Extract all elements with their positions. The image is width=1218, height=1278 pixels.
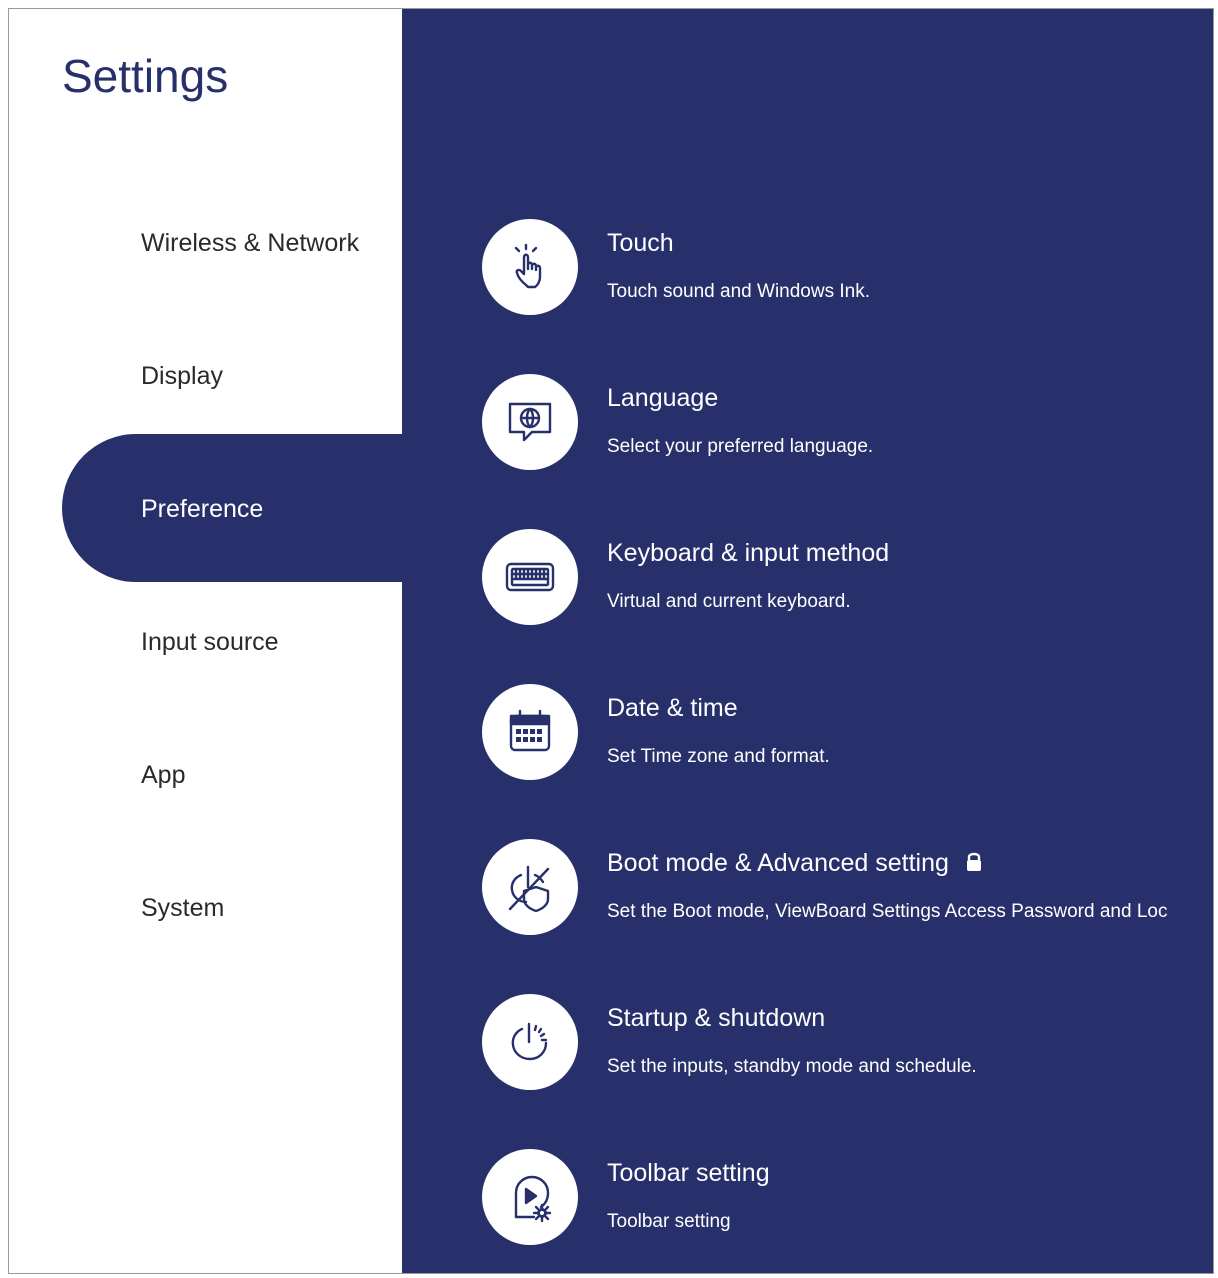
highlight-curve-bottom xyxy=(352,582,402,632)
calendar-icon xyxy=(482,684,578,780)
sidebar-item-preference[interactable]: Preference xyxy=(141,495,264,523)
boot-mode-icon xyxy=(482,839,578,935)
settings-item-touch[interactable] xyxy=(482,219,1214,319)
settings-item-subtitle: Set Time zone and format. xyxy=(607,746,830,767)
toolbar-icon xyxy=(482,1149,578,1245)
settings-item-subtitle: Set the inputs, standby mode and schedule. xyxy=(607,1056,977,1077)
sidebar-item-system[interactable]: System xyxy=(141,894,225,922)
settings-item-title: Language xyxy=(607,384,719,412)
settings-item-title xyxy=(607,849,983,879)
settings-item-subtitle: Select your preferred language. xyxy=(607,436,874,457)
sidebar-item-wireless-network[interactable]: Wireless & Network xyxy=(141,229,360,257)
settings-item-date-time[interactable] xyxy=(482,684,1214,784)
sidebar-item-app[interactable]: App xyxy=(141,761,186,789)
sidebar-item-display[interactable]: Display xyxy=(141,362,223,390)
settings-item-keyboard[interactable] xyxy=(482,529,1214,629)
language-icon xyxy=(482,374,578,470)
settings-item-title: Date & time xyxy=(607,694,738,722)
highlight-curve-top xyxy=(352,384,402,434)
settings-item-title: Startup & shutdown xyxy=(607,1004,826,1032)
settings-item-subtitle: Toolbar setting xyxy=(607,1211,731,1232)
power-icon xyxy=(482,994,578,1090)
settings-item-title: Toolbar setting xyxy=(607,1159,770,1187)
page-title: Settings xyxy=(62,50,229,102)
settings-content-panel xyxy=(402,9,1214,1274)
sidebar-item-input-source[interactable]: Input source xyxy=(141,628,279,656)
settings-item-title-text: Boot mode & Advanced setting xyxy=(607,849,949,877)
settings-item-title: Touch xyxy=(607,229,674,257)
touch-icon xyxy=(482,219,578,315)
settings-item-toolbar[interactable] xyxy=(482,1149,1214,1249)
settings-item-title: Keyboard & input method xyxy=(607,539,890,567)
settings-item-subtitle: Virtual and current keyboard. xyxy=(607,591,851,612)
settings-item-subtitle: Touch sound and Windows Ink. xyxy=(607,281,870,302)
settings-window xyxy=(8,8,1214,1274)
keyboard-icon xyxy=(482,529,578,625)
lock-icon xyxy=(965,850,983,879)
settings-item-boot-mode[interactable] xyxy=(482,839,1214,939)
settings-item-subtitle: Set the Boot mode, ViewBoard Settings Access Password and Loc xyxy=(607,901,1168,922)
settings-item-language[interactable] xyxy=(482,374,1214,474)
settings-item-startup-shutdown[interactable] xyxy=(482,994,1214,1094)
